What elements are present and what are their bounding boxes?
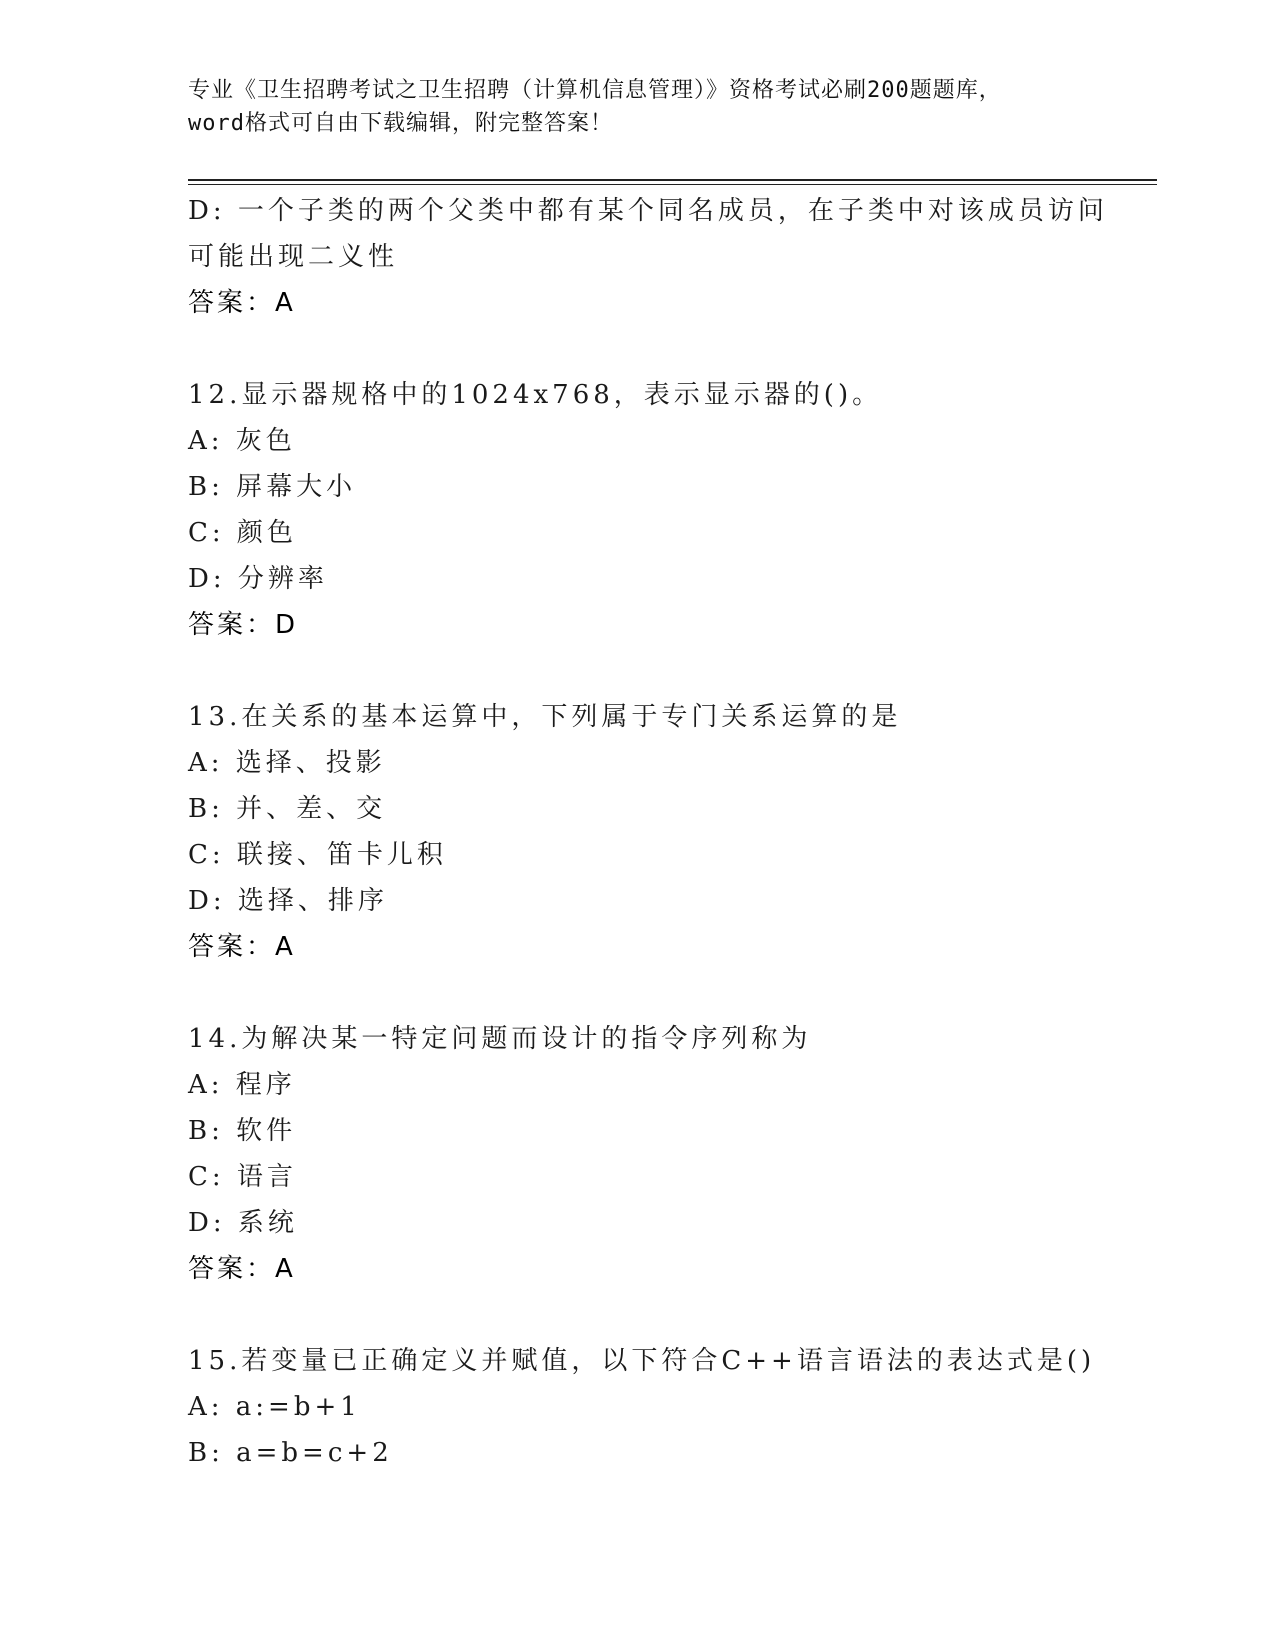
option-b: B: 软件 bbox=[188, 1116, 297, 1146]
option-b: B: 并、差、交 bbox=[188, 794, 387, 824]
option-c: C: 联接、笛卡儿积 bbox=[188, 840, 447, 870]
question-title: 12.显示器规格中的1024x768，表示显示器的()。 bbox=[188, 380, 883, 410]
prev-option-d-line-2: 可能出现二义性 bbox=[188, 242, 399, 272]
question-title: 13.在关系的基本运算中，下列属于专门关系运算的是 bbox=[188, 702, 902, 732]
header-divider-thick bbox=[188, 179, 1157, 181]
option-d: D: 选择、排序 bbox=[188, 886, 388, 916]
option-c: C: 语言 bbox=[188, 1162, 297, 1192]
header-line-2: word格式可自由下载编辑，附完整答案！ bbox=[188, 111, 613, 136]
question-title: 15.若变量已正确定义并赋值，以下符合C++语言语法的表达式是() bbox=[188, 1346, 1096, 1376]
option-b: B: a=b=c+2 bbox=[188, 1438, 393, 1468]
answer: 答案：A bbox=[188, 1254, 296, 1284]
option-a: A: 选择、投影 bbox=[188, 748, 386, 778]
document-header bbox=[188, 74, 1088, 140]
question-12 bbox=[188, 372, 1088, 648]
header-divider-thin bbox=[188, 184, 1157, 185]
prev-answer: 答案：A bbox=[188, 288, 296, 318]
option-a: A: 灰色 bbox=[188, 426, 296, 456]
answer: 答案：A bbox=[188, 932, 296, 962]
question-13 bbox=[188, 694, 1088, 970]
question-15 bbox=[188, 1338, 1096, 1476]
option-d: D: 系统 bbox=[188, 1208, 298, 1238]
header-line-1: 专业《卫生招聘考试之卫生招聘（计算机信息管理）》资格考试必刷200题题库， bbox=[188, 78, 1002, 103]
prev-option-d-line-1: D: 一个子类的两个父类中都有某个同名成员，在子类中对该成员访问 bbox=[188, 196, 1108, 226]
answer: 答案：D bbox=[188, 610, 299, 640]
option-d: D: 分辨率 bbox=[188, 564, 328, 594]
option-a: A: a:=b+1 bbox=[188, 1392, 361, 1422]
question-content bbox=[188, 188, 1108, 1476]
question-title: 14.为解决某一特定问题而设计的指令序列称为 bbox=[188, 1024, 812, 1054]
option-a: A: 程序 bbox=[188, 1070, 296, 1100]
option-c: C: 颜色 bbox=[188, 518, 297, 548]
question-14 bbox=[188, 1016, 1088, 1292]
option-b: B: 屏幕大小 bbox=[188, 472, 357, 502]
